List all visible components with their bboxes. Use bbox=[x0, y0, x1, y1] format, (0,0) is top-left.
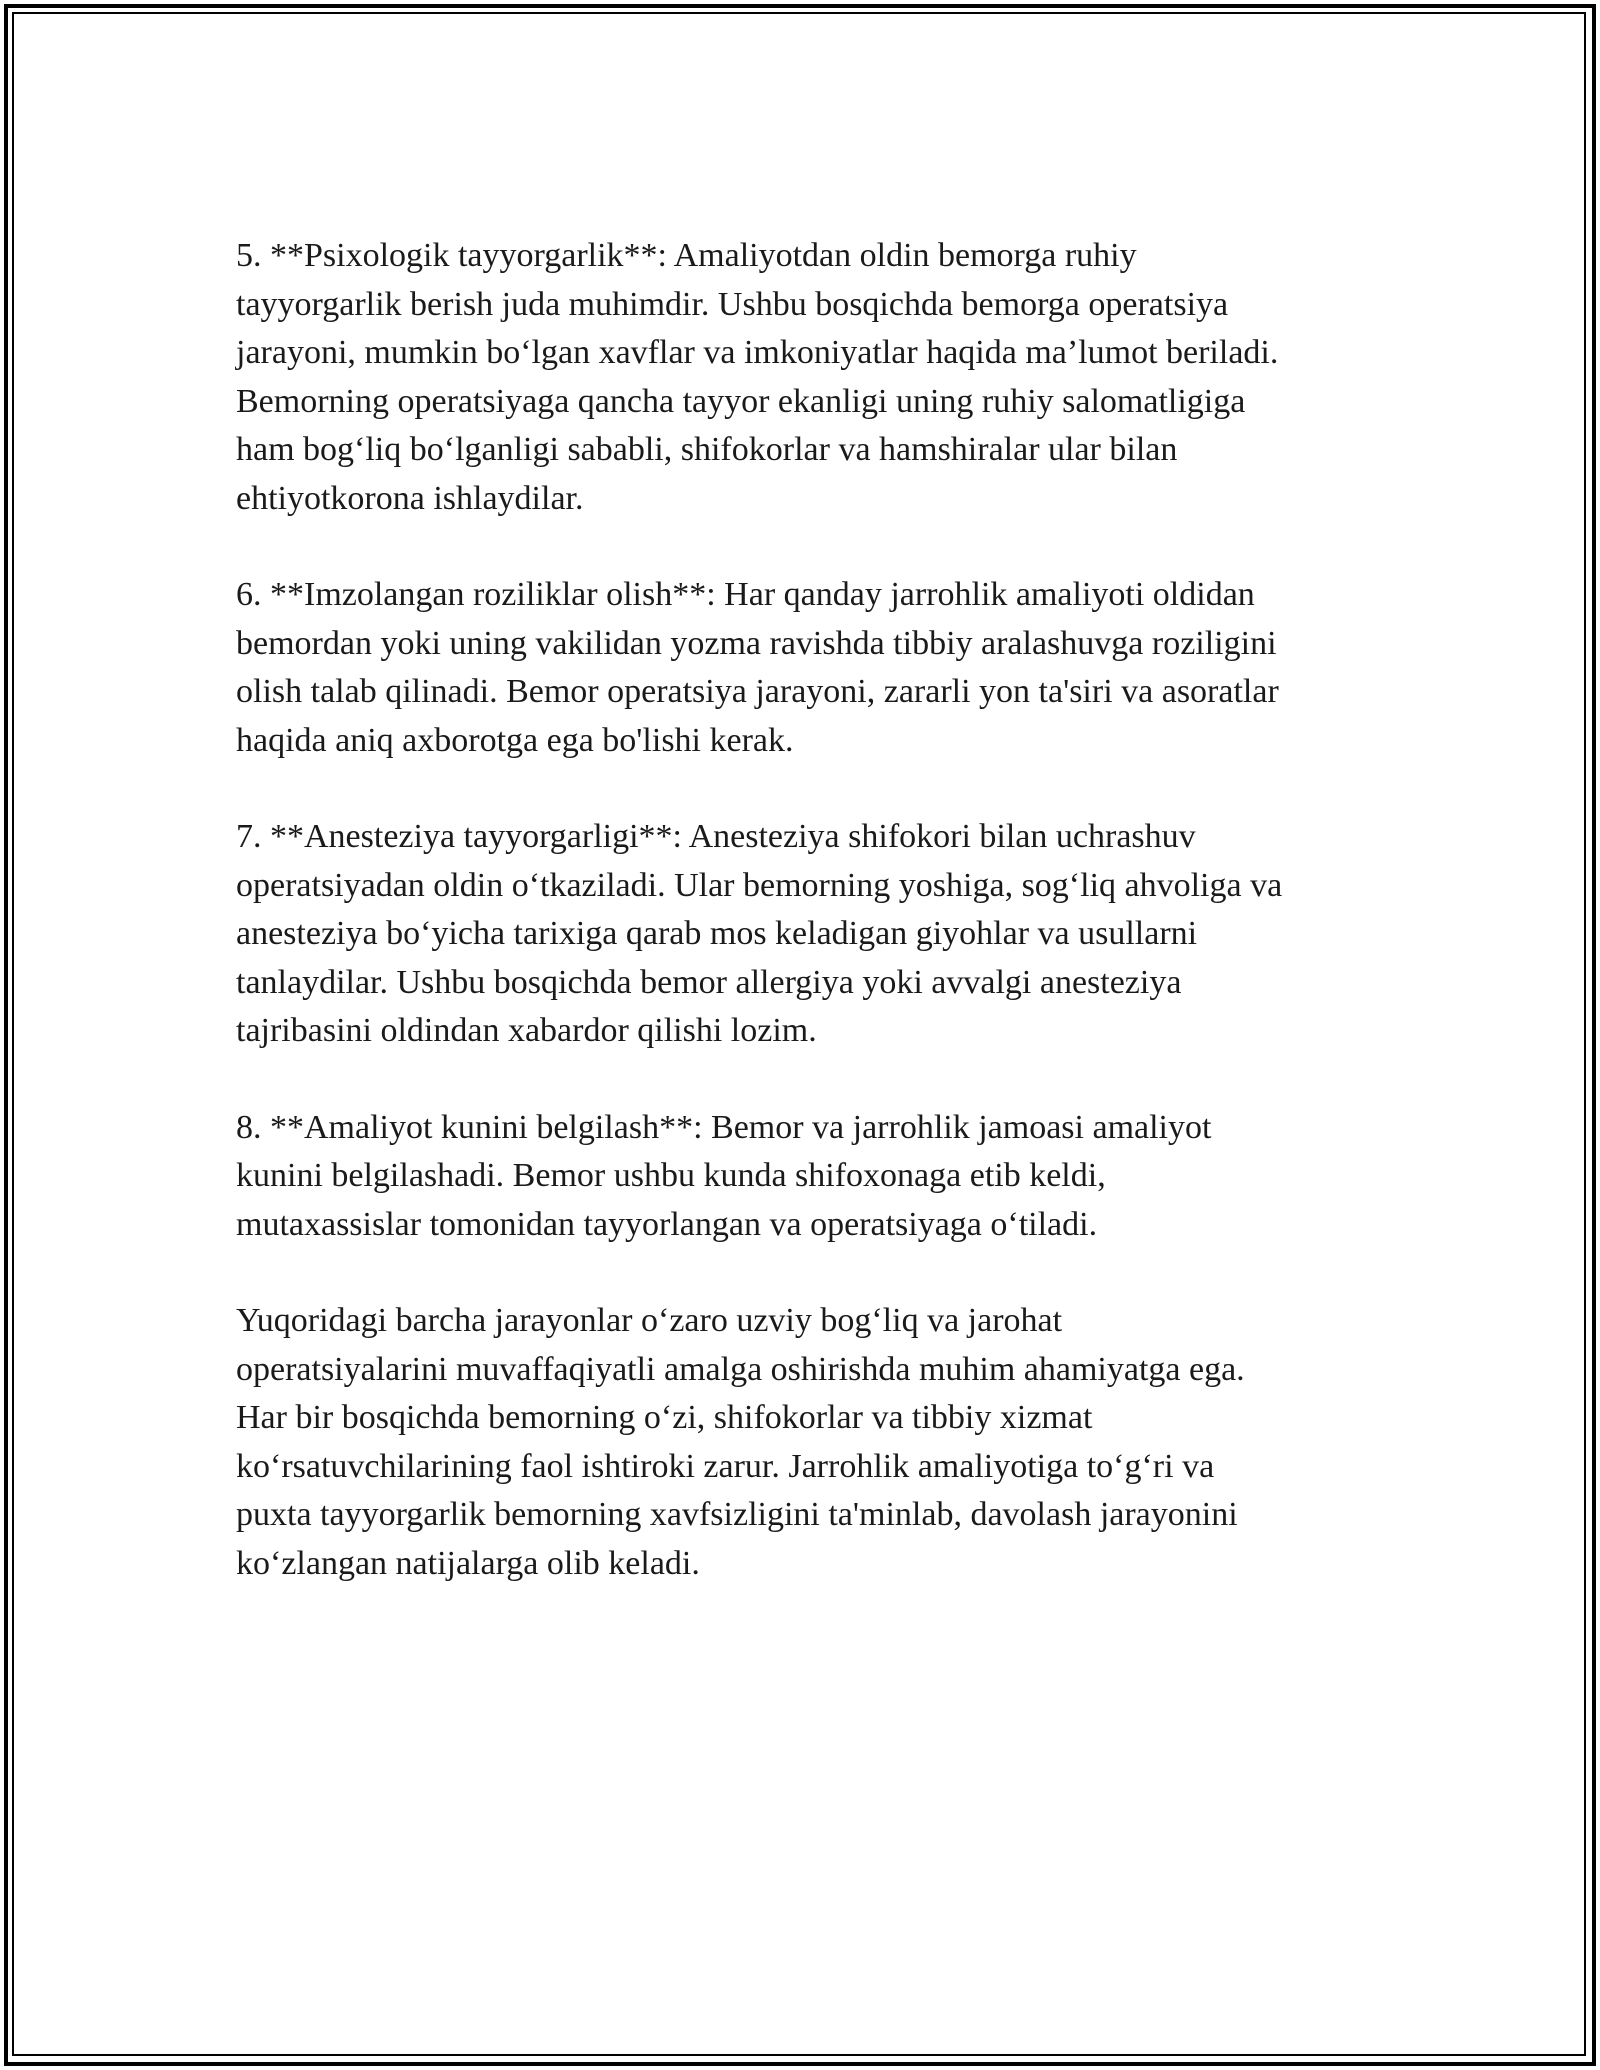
paragraph-imzolangan-roziliklar: 6. **Imzolangan roziliklar olish**: Har qanday jarrohlik amaliyoti oldidan bemordan yoki uning vakilidan yozma ravishda tibbiy aralashuvga roziligini olish talab qilinadi. Bemor operatsiya jarayoni, zararli yon ta'siri va asoratlar haqida aniq axborotga ega bo'lishi kerak. bbox=[236, 576, 1279, 759]
paragraph-amaliyot-kunini-belgilash: 8. **Amaliyot kunini belgilash**: Bemor va jarrohlik jamoasi amaliyot kunini belgilashadi. Bemor ushbu kunda shifoxonaga etib keldi, mutaxassislar tomonidan tayyorlangan va operatsiyaga o‘tiladi. bbox=[236, 1108, 1212, 1243]
paragraph-psixologik-tayyorgarlik: 5. **Psixologik tayyorgarlik**: Amaliyotdan oldin bemorga ruhiy tayyorgarlik berish juda muhimdir. Ushbu bosqichda bemorga operatsiya jarayoni, mumkin bo‘lgan xavflar va imkoniyatlar haqida ma’lumot beriladi. Bemorning operatsiyaga qancha tayyor ekanligi uning ruhiy salomatligiga ham bog‘liq bo‘lganligi sababli, shifokorlar va hamshiralar ular bilan ehtiyotkorona ishlaydilar. bbox=[236, 237, 1279, 517]
paragraph-conclusion: Yuqoridagi barcha jarayonlar o‘zaro uzviy bog‘liq va jarohat operatsiyalarini muvaffaqiyatli amalga oshirishda muhim ahamiyatga ega. Har bir bosqichda bemorning o‘zi, shifokorlar va tibbiy xizmat ko‘rsatuvchilarining faol ishtiroki zarur. Jarrohlik amaliyotiga to‘g‘ri va puxta tayyorgarlik bemorning xavfsizligini ta'minlab, davolash jarayonini ko‘zlangan natijalarga olib keladi. bbox=[236, 1302, 1245, 1582]
paragraph-anesteziya-tayyorgarligi: 7. **Anesteziya tayyorgarligi**: Anesteziya shifokori bilan uchrashuv operatsiyadan oldin o‘tkaziladi. Ular bemorning yoshiga, sog‘liq ahvoliga va anesteziya bo‘yicha tarixiga qarab mos keladigan giyohlar va usullarni tanlaydilar. Ushbu bosqichda bemor allergiya yoki avvalgi anesteziya tajribasini oldindan xabardor qilishi lozim. bbox=[236, 818, 1283, 1049]
document-body bbox=[236, 232, 1376, 1636]
